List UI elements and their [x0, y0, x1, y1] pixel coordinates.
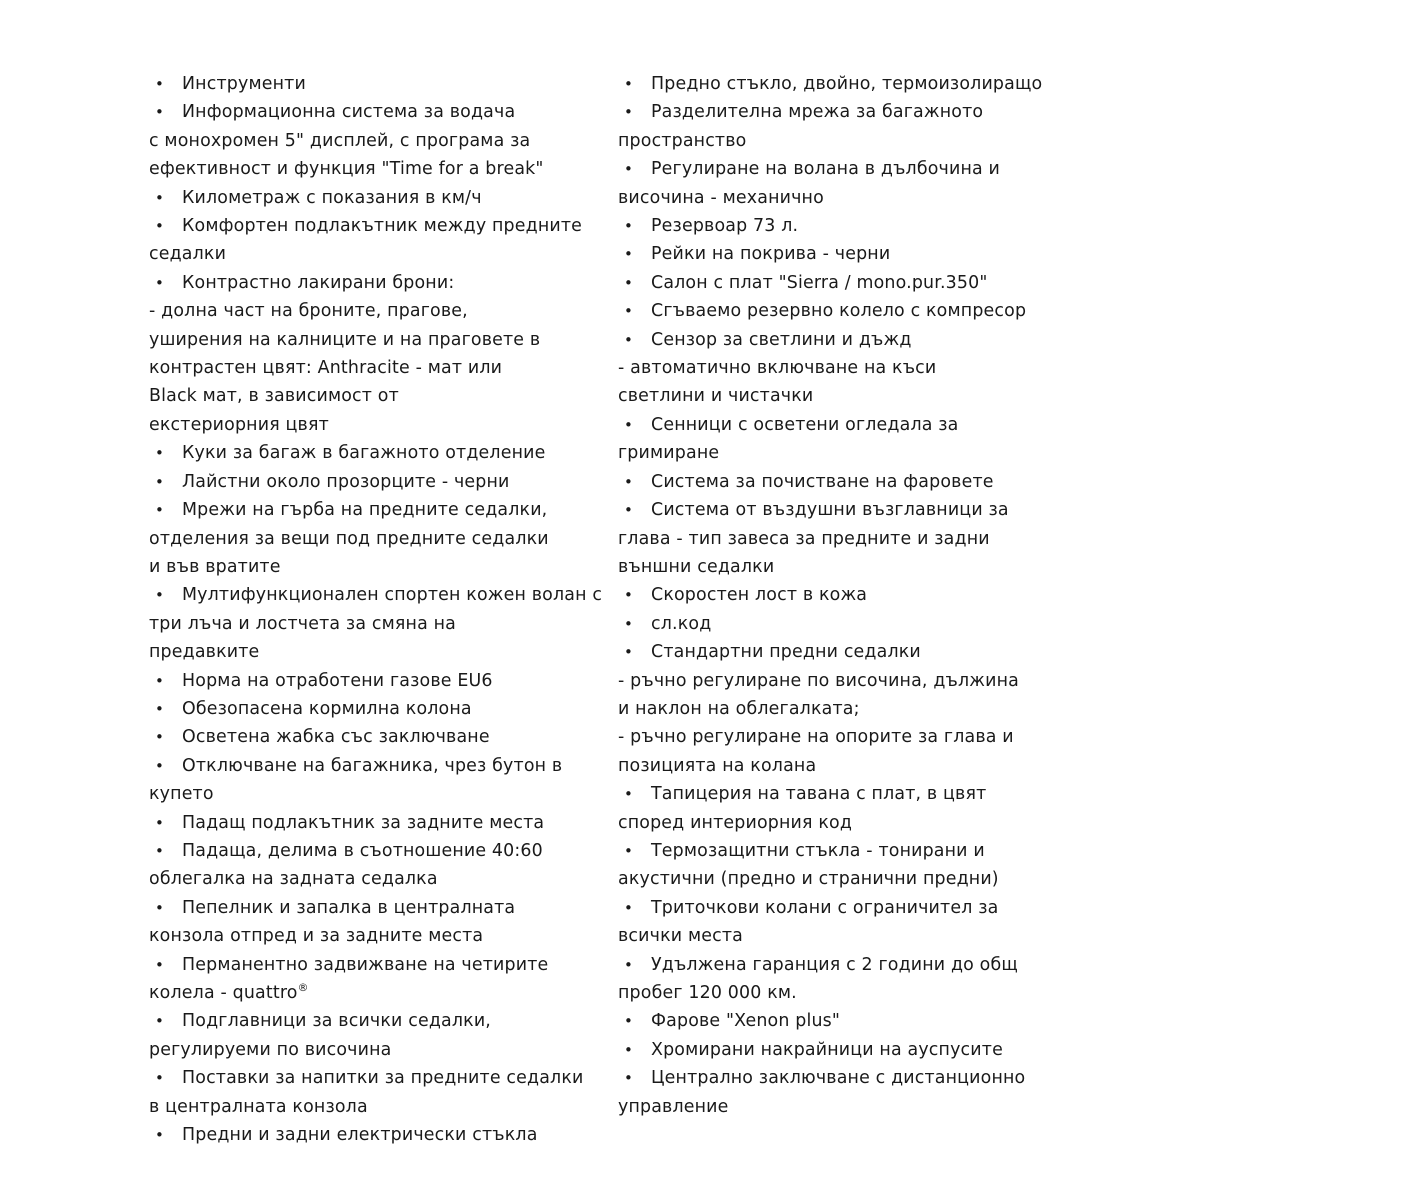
- spec-item-first-line: [149, 752, 613, 780]
- spec-item-label: Салон с плат "Sierra / mono.pur.350": [651, 272, 988, 293]
- spec-item-first-line: [618, 212, 1426, 240]
- spec-item-continuation-line: акустични (предно и странични предни): [618, 869, 999, 890]
- spec-list-item: [149, 695, 613, 723]
- spec-list-item: [149, 269, 613, 439]
- spec-item-label: Предни и задни електрически стъкла: [182, 1125, 538, 1146]
- spec-item-continuation-line: и наклон на облегалката;: [618, 698, 860, 719]
- bullet-icon: •: [624, 841, 634, 860]
- spec-list-item: [149, 439, 613, 467]
- spec-item-first-line: [149, 269, 613, 297]
- spec-list-item: [618, 951, 1426, 1008]
- spec-item-continuation-line: уширения на калниците и на праговете в: [149, 329, 541, 350]
- spec-list-item: [618, 297, 1426, 325]
- spec-item-continuation-line: позицията на колана: [618, 755, 817, 776]
- spec-item-continuation-line: височина - механично: [618, 187, 824, 208]
- spec-item-first-line: [149, 98, 613, 126]
- spec-item-continuation-line: отделения за вещи под предните седалки: [149, 528, 549, 549]
- spec-item-first-line: [149, 809, 613, 837]
- spec-list-item: [149, 667, 613, 695]
- spec-item-label: Поставки за напитки за предните седалки: [182, 1068, 584, 1089]
- spec-item-label: Регулиране на волана в дълбочина и: [651, 159, 1001, 180]
- spec-item-label: Разделителна мрежа за багажното: [651, 102, 984, 123]
- spec-list-item: [618, 269, 1426, 297]
- spec-item-first-line: [618, 1036, 1426, 1064]
- spec-item-continuation-line: - ръчно регулиране на опорите за глава и: [618, 727, 1014, 748]
- bullet-icon: •: [624, 1012, 634, 1031]
- bullet-icon: •: [155, 1069, 165, 1088]
- spec-item-first-line: [618, 240, 1426, 268]
- spec-item-label: Мултифункционален спортен кожен волан с: [182, 585, 603, 606]
- spec-list-item: [618, 894, 1426, 951]
- spec-list-item: [149, 184, 613, 212]
- bullet-icon: •: [624, 415, 634, 434]
- spec-item-first-line: [618, 638, 1426, 666]
- bullet-icon: •: [155, 699, 165, 718]
- bullet-icon: •: [624, 472, 634, 491]
- spec-item-continuation-line: в централната конзола: [149, 1096, 368, 1117]
- spec-item-label: Комфортен подлакътник между предните: [182, 216, 583, 237]
- two-column-layout: [0, 70, 1426, 1149]
- spec-item-first-line: [149, 837, 613, 865]
- spec-item-first-line: [618, 1007, 1426, 1035]
- spec-item-label: Пепелник и запалка в централната: [182, 897, 516, 918]
- spec-item-label: Скоростен лост в кожа: [651, 585, 868, 606]
- spec-item-first-line: [618, 155, 1426, 183]
- spec-item-continuation-line: пространство: [618, 130, 747, 151]
- spec-item-label: Подглавници за всички седалки,: [182, 1011, 492, 1032]
- spec-item-label: Фарове "Xenon plus": [651, 1011, 841, 1032]
- spec-item-label: Куки за багаж в багажното отделение: [182, 443, 546, 464]
- spec-item-label: Стандартни предни седалки: [651, 642, 921, 663]
- spec-item-first-line: [618, 1064, 1426, 1092]
- spec-item-continuation-line: гримиране: [618, 443, 720, 464]
- spec-list-item: [618, 610, 1426, 638]
- spec-item-continuation-line: с монохромен 5" дисплей, с програма за: [149, 130, 531, 151]
- spec-list-left: [149, 70, 613, 1149]
- spec-list-item: [149, 581, 613, 666]
- spec-item-label: Централно заключване с дистанционно: [651, 1068, 1026, 1089]
- spec-item-first-line: [618, 496, 1426, 524]
- bullet-icon: •: [155, 1126, 165, 1145]
- bullet-icon: •: [155, 188, 165, 207]
- spec-list-item: [149, 951, 613, 1008]
- spec-item-label: Норма на отработени газове EU6: [182, 670, 493, 691]
- spec-item-first-line: [618, 411, 1426, 439]
- spec-item-continuation-line: контрастен цвят: Anthracite - мат или: [149, 358, 503, 379]
- bullet-icon: •: [155, 217, 165, 236]
- spec-item-continuation-line: купето: [149, 784, 214, 805]
- spec-item-first-line: [618, 610, 1426, 638]
- spec-item-label: Сгъваемо резервно колело с компресор: [651, 301, 1027, 322]
- spec-item-continuation-line: - автоматично включване на къси: [618, 358, 937, 379]
- spec-list-item: [149, 894, 613, 951]
- bullet-icon: •: [624, 643, 634, 662]
- spec-list-item: [618, 496, 1426, 581]
- spec-item-label: Термозащитни стъкла - тонирани и: [651, 840, 985, 861]
- spec-item-label: Система за почистване на фаровете: [651, 471, 994, 492]
- bullet-icon: •: [155, 671, 165, 690]
- spec-item-label: Лайстни около прозорците - черни: [182, 471, 510, 492]
- spec-item-first-line: [618, 951, 1426, 979]
- spec-item-continuation-line: според интериорния код: [618, 812, 853, 833]
- spec-item-continuation-line: управление: [618, 1096, 729, 1117]
- spec-list-item: [618, 1007, 1426, 1035]
- spec-item-continuation-line: всички места: [618, 926, 743, 947]
- spec-item-label: Контрастно лакирани брони:: [182, 272, 455, 293]
- bullet-icon: •: [624, 785, 634, 804]
- spec-list-item: [618, 1036, 1426, 1064]
- spec-list-item: [149, 1064, 613, 1121]
- spec-item-continuation-line: - ръчно регулиране по височина, дължина: [618, 670, 1019, 691]
- spec-item-label: Отключване на багажника, чрез бутон в: [182, 755, 563, 776]
- spec-list-item: [149, 70, 613, 98]
- spec-item-continuation-line: пробег 120 000 км.: [618, 983, 797, 1003]
- spec-item-first-line: [149, 184, 613, 212]
- spec-item-continuation-line: и във вратите: [149, 556, 281, 577]
- spec-item-continuation-line: външни седалки: [618, 556, 775, 577]
- spec-item-first-line: [618, 269, 1426, 297]
- spec-list-item: [618, 212, 1426, 240]
- spec-item-label: сл.код: [651, 613, 712, 634]
- spec-item-first-line: [618, 468, 1426, 496]
- spec-item-label: Резервоар 73 л.: [651, 216, 799, 237]
- bullet-icon: •: [155, 756, 165, 775]
- spec-item-label: Мрежи на гърба на предните седалки,: [182, 500, 548, 521]
- bullet-icon: •: [624, 1069, 634, 1088]
- spec-list-item: [149, 723, 613, 751]
- spec-list-item: [149, 1121, 613, 1149]
- spec-item-first-line: [149, 667, 613, 695]
- bullet-icon: •: [624, 614, 634, 633]
- bullet-icon: •: [624, 898, 634, 917]
- spec-item-label: Инструменти: [182, 74, 306, 94]
- spec-item-first-line: [618, 894, 1426, 922]
- spec-list-item: [618, 837, 1426, 894]
- spec-item-continuation-line: - долна част на броните, прагове,: [149, 301, 468, 322]
- spec-list-item: [149, 98, 613, 183]
- spec-item-continuation-line: предавките: [149, 642, 260, 663]
- spec-list-item: [618, 70, 1426, 98]
- spec-list-item: [149, 212, 613, 269]
- spec-item-label: Удължена гаранция с 2 години до общ: [651, 954, 1018, 975]
- bullet-icon: •: [624, 330, 634, 349]
- spec-item-first-line: [149, 723, 613, 751]
- spec-item-label: Информационна система за водача: [182, 102, 516, 123]
- bullet-icon: •: [155, 444, 165, 463]
- bullet-icon: •: [624, 103, 634, 122]
- bullet-icon: •: [624, 586, 634, 605]
- spec-item-label: Километраж с показания в км/ч: [182, 187, 482, 208]
- right-column: [613, 70, 1426, 1121]
- spec-item-first-line: [618, 780, 1426, 808]
- spec-list-item: [618, 240, 1426, 268]
- bullet-icon: •: [155, 728, 165, 747]
- spec-list-item: [149, 496, 613, 581]
- spec-item-continuation-line: регулируеми по височина: [149, 1039, 392, 1060]
- spec-item-label: Система от въздушни възглавници за: [651, 500, 1009, 521]
- spec-item-first-line: [149, 1007, 613, 1035]
- spec-list-item: [618, 326, 1426, 411]
- spec-item-continuation-line: седалки: [149, 244, 227, 265]
- spec-item-label: Падащ подлакътник за задните места: [182, 812, 545, 833]
- spec-item-label: Осветена жабка със заключване: [182, 727, 490, 748]
- bullet-icon: •: [624, 1040, 634, 1059]
- spec-item-label: Сензор за светлини и дъжд: [651, 329, 912, 350]
- bullet-icon: •: [624, 217, 634, 236]
- spec-item-label: Триточкови колани с ограничител за: [651, 897, 999, 918]
- bullet-icon: •: [155, 472, 165, 491]
- left-column: [0, 70, 613, 1149]
- spec-list-item: [149, 837, 613, 894]
- spec-list-right: [618, 70, 1426, 1121]
- spec-item-continuation-line: Black мат, в зависимост от: [149, 386, 399, 407]
- spec-item-first-line: [149, 695, 613, 723]
- spec-item-first-line: [149, 951, 613, 979]
- spec-list-item: [618, 780, 1426, 837]
- spec-item-label: Предно стъкло, двойно, термоизолиращо: [651, 74, 1043, 94]
- spec-item-label: Перманентно задвижване на четирите: [182, 954, 549, 975]
- bullet-icon: •: [624, 955, 634, 974]
- bullet-icon: •: [155, 501, 165, 520]
- bullet-icon: •: [155, 75, 165, 93]
- spec-item-continuation-line: три лъча и лостчета за смяна на: [149, 613, 456, 634]
- spec-item-first-line: [149, 1064, 613, 1092]
- bullet-icon: •: [155, 273, 165, 292]
- bullet-icon: •: [155, 586, 165, 605]
- bullet-icon: •: [155, 813, 165, 832]
- bullet-icon: •: [624, 245, 634, 264]
- spec-list-item: [618, 1064, 1426, 1121]
- bullet-icon: •: [155, 103, 165, 122]
- spec-item-label: Тапицерия на тавана с плат, в цвят: [651, 784, 987, 805]
- spec-item-label: Обезопасена кормилна колона: [182, 698, 472, 719]
- bullet-icon: •: [155, 1012, 165, 1031]
- spec-list-item: [618, 638, 1426, 780]
- spec-list-item: [618, 411, 1426, 468]
- spec-item-first-line: [149, 581, 613, 609]
- spec-item-first-line: [618, 837, 1426, 865]
- bullet-icon: •: [624, 501, 634, 520]
- spec-item-label: Рейки на покрива - черни: [651, 244, 891, 265]
- spec-item-label: Падаща, делима в съотношение 40:60: [182, 840, 543, 861]
- spec-item-first-line: [149, 212, 613, 240]
- bullet-icon: •: [624, 75, 634, 93]
- spec-item-first-line: [149, 70, 613, 98]
- spec-item-first-line: [618, 326, 1426, 354]
- spec-item-label: Сенници с осветени огледала за: [651, 414, 959, 435]
- spec-list-item: [149, 1007, 613, 1064]
- spec-list-item: [149, 468, 613, 496]
- spec-item-label: Хромирани накрайници на ауспусите: [651, 1039, 1003, 1060]
- spec-item-first-line: [149, 894, 613, 922]
- bullet-icon: •: [155, 898, 165, 917]
- spec-item-continuation-line: облегалка на задната седалка: [149, 869, 438, 890]
- bullet-icon: •: [624, 302, 634, 321]
- spec-item-continuation-line: конзола отпред и за задните места: [149, 926, 484, 947]
- spec-item-continuation-line: светлини и чистачки: [618, 386, 814, 407]
- spec-list-item: [618, 155, 1426, 212]
- registered-trademark-mark: ®: [297, 981, 309, 995]
- spec-list-item: [618, 581, 1426, 609]
- spec-item-continuation-line: глава - тип завеса за предните и задни: [618, 528, 990, 549]
- spec-item-first-line: [149, 496, 613, 524]
- spec-item-first-line: [618, 581, 1426, 609]
- spec-item-continuation-line: колела - quattro®: [149, 981, 309, 1003]
- bullet-icon: •: [624, 273, 634, 292]
- bullet-icon: •: [155, 841, 165, 860]
- spec-item-continuation-line: екстериорния цвят: [149, 414, 329, 435]
- spec-item-first-line: [618, 70, 1426, 98]
- bullet-icon: •: [624, 160, 634, 179]
- spec-item-first-line: [149, 439, 613, 467]
- spec-item-first-line: [618, 98, 1426, 126]
- spec-list-item: [149, 752, 613, 809]
- spec-item-first-line: [149, 468, 613, 496]
- spec-list-item: [618, 468, 1426, 496]
- spec-item-first-line: [618, 297, 1426, 325]
- spec-list-item: [618, 98, 1426, 155]
- bullet-icon: •: [155, 955, 165, 974]
- spec-item-continuation-line: ефективност и функция "Time for a break": [149, 159, 544, 180]
- spec-list-item: [149, 809, 613, 837]
- spec-item-first-line: [149, 1121, 613, 1149]
